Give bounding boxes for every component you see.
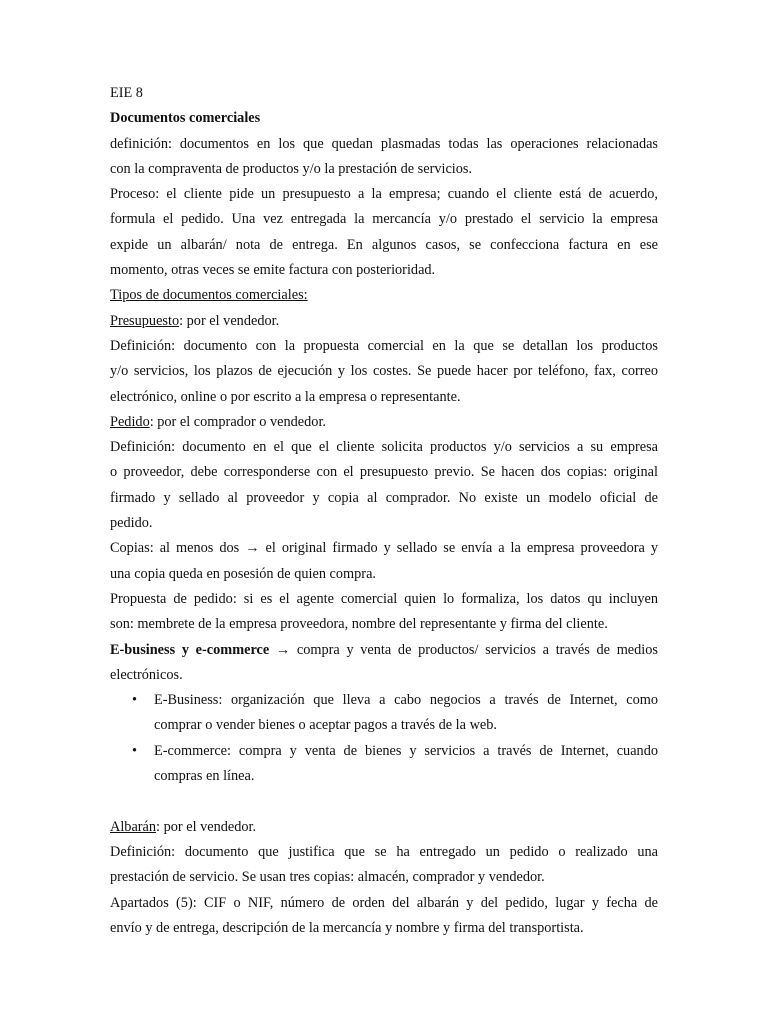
bullet-ecommerce-line-1: • E-commerce: compra y venta de bienes y servicios a través de Internet, cuando	[110, 739, 658, 764]
pedido-line-3: firmado y sellado al proveedor y copia al comprador. No existe un modelo oficial de	[110, 489, 658, 506]
pedido-line-1: Definición: documento en el que el cliente solicita productos y/o servicios a su empresa	[110, 439, 658, 456]
apartados-line-1: Apartados (5): CIF o NIF, número de orden del albarán y del pedido, lugar y fecha de	[110, 894, 658, 911]
pedido-term: Pedido	[110, 413, 150, 430]
pedido-line-2: o proveedor, debe corresponderse con el presupuesto previo. Se hacen dos copias: original	[110, 464, 658, 481]
albaran-line-1: Definición: documento que justifica que se ha entregado un pedido o realizado una	[110, 843, 658, 860]
copias-line-1: Copias: al menos dos → el original firmado y sellado se envía a la empresa proveedora y	[110, 540, 658, 557]
propuesta-line-2: son: membrete de la empresa proveedora, nombre del representante y firma del cliente.	[110, 616, 608, 633]
types-heading: Tipos de documentos comerciales:	[110, 287, 308, 304]
process-line-1: Proceso: el cliente pide un presupuesto a la empresa; cuando el cliente está de acuerdo,	[110, 186, 658, 203]
presupuesto-line-3: electrónico, online o por escrito a la empresa o representante.	[110, 388, 461, 405]
process-line-4: momento, otras veces se emite factura con posterioridad.	[110, 262, 436, 279]
presupuesto-term: Presupuesto	[110, 312, 180, 329]
bullet-icon: •	[132, 692, 138, 709]
apartados-line-2: envío y de entrega, descripción de la mercancía y nombre y firma del transportista.	[110, 919, 584, 936]
doc-code: EIE 8	[110, 85, 143, 101]
copias-line-2: una copia queda en posesión de quien compra.	[110, 565, 376, 582]
propuesta-line-1: Propuesta de pedido: si es el agente comercial quien lo formaliza, los datos qu incluyen	[110, 590, 658, 607]
definition-line-1: definición: documentos en los que quedan plasmadas todas las operaciones relacionadas	[110, 135, 658, 152]
doc-title: Documentos comerciales	[110, 110, 261, 127]
presupuesto-heading: Presupuesto: por el vendedor.	[110, 312, 280, 329]
presupuesto-line-2: y/o servicios, los plazos de ejecución y los costes. Se puede hacer por teléfono, fax, correo	[110, 363, 658, 380]
spacer	[110, 789, 658, 814]
albaran-term: Albarán	[110, 818, 157, 835]
presupuesto-line-1: Definición: documento con la propuesta comercial en la que se detallan los productos	[110, 337, 658, 354]
ebusiness-term: E-business y e-commerce	[110, 641, 270, 658]
albaran-line-2: prestación de servicio. Se usan tres copias: almacén, comprador y vendedor.	[110, 869, 545, 886]
ebusiness-heading: E-business y e-commerce → compra y venta de productos/ servicios a través de medios	[110, 641, 658, 658]
bullet-ecommerce-line-2: compras en línea.	[154, 768, 255, 785]
ebusiness-line-2: electrónicos.	[110, 666, 183, 683]
process-line-3: expide un albarán/ nota de entrega. En algunos casos, se confecciona factura en ese	[110, 236, 658, 253]
pedido-heading: Pedido: por el comprador o vendedor.	[110, 413, 326, 430]
document-body	[110, 81, 658, 941]
process-line-2: formula el pedido. Una vez entregada la mercancía y/o prestado el servicio la empresa	[110, 211, 658, 228]
bullet-ebusiness-line-2: comprar o vender bienes o aceptar pagos a través de la web.	[154, 717, 497, 734]
definition-line-2: con la compraventa de productos y/o la prestación de servicios.	[110, 160, 473, 177]
bullet-ebusiness-line-1: • E-Business: organización que lleva a cabo negocios a través de Internet, como	[110, 688, 658, 713]
pedido-line-4: pedido.	[110, 515, 153, 532]
bullet-icon: •	[132, 742, 138, 759]
albaran-heading: Albarán: por el vendedor.	[110, 818, 257, 835]
